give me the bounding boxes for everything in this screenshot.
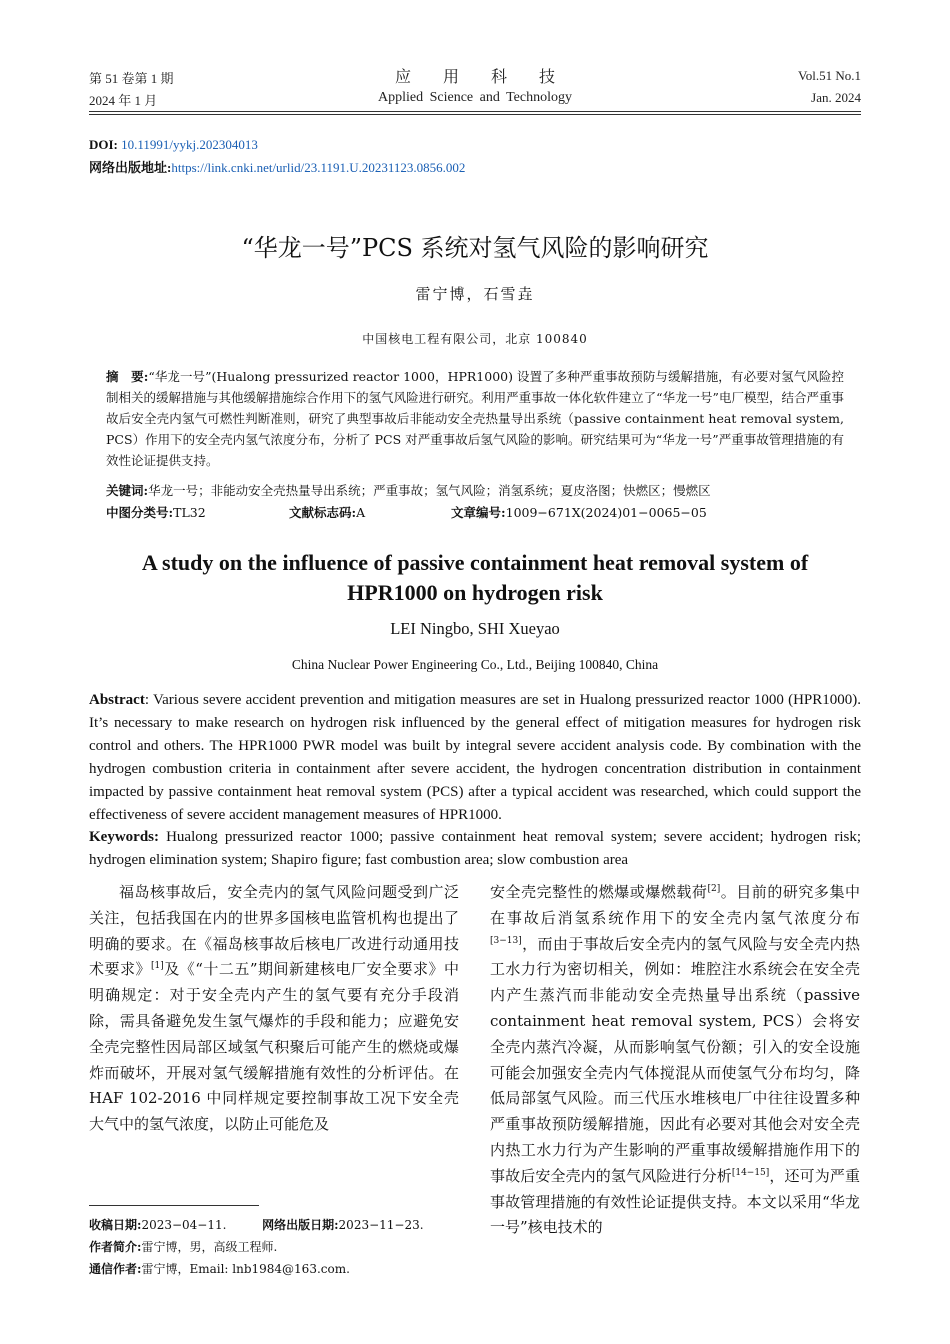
header-date-en: Jan. 2024 bbox=[811, 90, 861, 105]
body-column-left bbox=[89, 880, 459, 1138]
doc-code bbox=[289, 503, 365, 521]
header-rule-2 bbox=[89, 114, 861, 115]
doc-code-label: 文献标志码: bbox=[289, 505, 357, 520]
paper-title-en bbox=[60, 548, 890, 608]
abstract-en-label: Abstract bbox=[89, 692, 145, 708]
paper-title-en-line1: A study on the influence of passive containment heat removal system of bbox=[141, 550, 809, 575]
header-volume-en: Vol.51 No.1 bbox=[798, 68, 861, 83]
clc-value: TL32 bbox=[173, 505, 206, 520]
citation-1[interactable]: [1] bbox=[150, 961, 164, 972]
citation-3-13[interactable]: [3−13] bbox=[490, 935, 522, 946]
citation-14-15[interactable]: [14−15] bbox=[731, 1167, 770, 1178]
paper-title-cn: “华龙一号”PCS 系统对氢气风险的影响研究 bbox=[241, 234, 709, 262]
authors-en: LEI Ningbo, SHI Xueyao bbox=[390, 619, 560, 638]
keywords-en-text: Hualong pressurized reactor 1000; passive containment heat removal system; severe accident; hydrogen risk; hydrogen elimination system; Shapiro figure; fast combustion area; slow combustion area bbox=[89, 829, 861, 868]
corresponding-label: 通信作者: bbox=[89, 1262, 142, 1276]
body-column-right bbox=[490, 880, 860, 1241]
body-right-text-4: ，还可为严重事故管理措施的有效性论证提供支持。本文以采用“华龙一号”核电技术的 bbox=[490, 1166, 860, 1237]
corresponding-value: 雷宁博，Email: lnb1984@163.com. bbox=[141, 1262, 350, 1276]
body-left-text-1: 福岛核事故后，安全壳内的氢气风险问题受到广泛关注，包括我国在内的世界多国核电监管机构也提出了明确的要求。在《福岛核事故后核电厂改进行动通用技术要求》 bbox=[89, 883, 459, 979]
article-number-value: 1009−671X(2024)01−0065−05 bbox=[505, 505, 707, 520]
abstract-en bbox=[89, 689, 861, 827]
online-date-value: 2023−11−23. bbox=[338, 1218, 424, 1232]
header-journal-en: Applied Science and Technology bbox=[378, 90, 572, 105]
doi-link[interactable]: 10.11991/yykj.202304013 bbox=[121, 137, 258, 152]
clc-label: 中图分类号: bbox=[106, 505, 174, 520]
header-volume-cn: 第 51 卷第 1 期 bbox=[89, 71, 174, 86]
paper-title-en-line2: HPR1000 on hydrogen risk bbox=[347, 580, 603, 605]
clc-number bbox=[106, 503, 206, 521]
received-value: 2023−04−11. bbox=[141, 1218, 227, 1232]
online-address-label: 网络出版地址: bbox=[89, 160, 172, 175]
doi-line bbox=[89, 137, 258, 153]
keywords-cn-text: 华龙一号；非能动安全壳热量导出系统；严重事故；氢气风险；消氢系统；夏皮洛图；快燃区；慢燃区 bbox=[148, 483, 711, 498]
doi-label: DOI: bbox=[89, 137, 118, 152]
body-right-text-1: 安全壳完整性的燃爆或爆燃载荷 bbox=[490, 883, 708, 901]
footnote-author bbox=[89, 1236, 277, 1258]
article-number bbox=[451, 503, 707, 521]
footnote-dates bbox=[89, 1214, 424, 1236]
keywords-en bbox=[89, 826, 861, 872]
online-address-line bbox=[89, 157, 465, 176]
abstract-cn-text: “华龙一号”(Hualong pressurized reactor 1000，HPR1000) 设置了多种严重事故预防与缓解措施，有必要对氢气风险控制相关的缓解措施与其他缓解措施综合作用下的氢气风险进行研究。利用严重事故一体化软件建立了“华龙一号”电厂模型，结合严重事故后安全壳内氢气可燃性判断准则，研究了典型事故后非能动安全壳热量导出系统（passive containment heat removal system, PCS）作用下的安全壳内氢气浓度分布，分析了 PCS 对严重事故后氢气风险的影响。研究结果可为“华龙一号”严重事故管理措施的有效性论证提供支持。 bbox=[106, 369, 844, 468]
doc-code-value: A bbox=[356, 505, 366, 520]
online-address-link[interactable]: https://link.cnki.net/urlid/23.1191.U.20231123.0856.002 bbox=[171, 160, 466, 175]
header-date-cn: 2024 年 1 月 bbox=[89, 93, 158, 108]
body-right-text-3: ，而由于事故后安全壳内的氢气风险与安全壳内热工水力行为密切相关，例如：堆腔注水系统会在安全壳内产生蒸汽而非能动安全壳热量导出系统（passive containment heat removal system, PCS）会将安全壳内蒸汽冷凝，从而影响氢气份额；引入的安全设施可能会加强安全壳内气体搅混从而使氢气分布均匀，降低局部氢气风险。而三代压水堆核电厂中往往设置多种严重事故预防缓解措施，因此有必要对其他会对安全壳内热工水力行为产生影响的严重事故缓解措施作用下的事故后安全壳内的氢气风险进行分析 bbox=[490, 934, 860, 1185]
article-number-label: 文章编号: bbox=[451, 505, 506, 520]
keywords-cn bbox=[106, 480, 844, 501]
body-right-text-2: 。目前的研究多集中在事故后消氢系统作用下的安全壳内氢气浓度分布 bbox=[490, 883, 860, 927]
keywords-cn-label: 关键词: bbox=[106, 483, 149, 498]
authors-cn: 雷宁博，石雪垚 bbox=[415, 285, 535, 303]
footnote-rule bbox=[89, 1205, 259, 1206]
received-label: 收稿日期: bbox=[89, 1218, 142, 1232]
footnote-corresponding bbox=[89, 1258, 350, 1280]
citation-2[interactable]: [2] bbox=[707, 884, 721, 894]
abstract-en-text: : Various severe accident prevention and mitigation measures are set in Hualong pressurized reactor 1000 (HPR1000). It’s necessary to make research on hydrogen risk influenced by the general effect of mitigation measures for hydrogen risk control and others. The HPR1000 PWR model was built by integral severe accident analysis code. By combination with the hydrogen combustion criteria in containment after severe accident, the hydrogen concentration distribution in containment impacted by passive containment heat removal system (PCS) after a typical accident was researched, which could support the effectiveness of severe accident management measures of HPR1000. bbox=[89, 692, 861, 823]
affiliation-en: China Nuclear Power Engineering Co., Ltd., Beijing 100840, China bbox=[291, 657, 659, 672]
body-paragraph-2 bbox=[490, 880, 860, 1241]
body-paragraph-1 bbox=[89, 880, 459, 1138]
abstract-cn bbox=[106, 366, 844, 471]
online-date-label: 网络出版日期: bbox=[262, 1218, 339, 1232]
affiliation-cn: 中国核电工程有限公司，北京 100840 bbox=[362, 332, 588, 346]
body-left-text-2: 及《“十二五”期间新建核电厂安全要求》中明确规定：对于安全壳内产生的氢气要有充分手段消除，需具备避免发生氢气爆炸的手段和能力；应避免安全壳完整性因局部区域氢气积聚后可能产生的燃烧或爆炸而破坏，开展对氢气缓解措施有效性的分析评估。在 HAF 102-2016 中同样规定要控制事故工况下安全壳大气中的氢气浓度，以防止可能危及 bbox=[89, 960, 459, 1134]
header-journal-cn: 应 用 科 技 bbox=[394, 69, 555, 86]
keywords-en-label: Keywords: bbox=[89, 829, 159, 845]
author-bio-value: 雷宁博，男，高级工程师. bbox=[141, 1240, 278, 1254]
author-bio-label: 作者简介: bbox=[89, 1240, 142, 1254]
abstract-cn-label: 摘 要: bbox=[106, 369, 149, 384]
header-rule bbox=[89, 111, 861, 112]
